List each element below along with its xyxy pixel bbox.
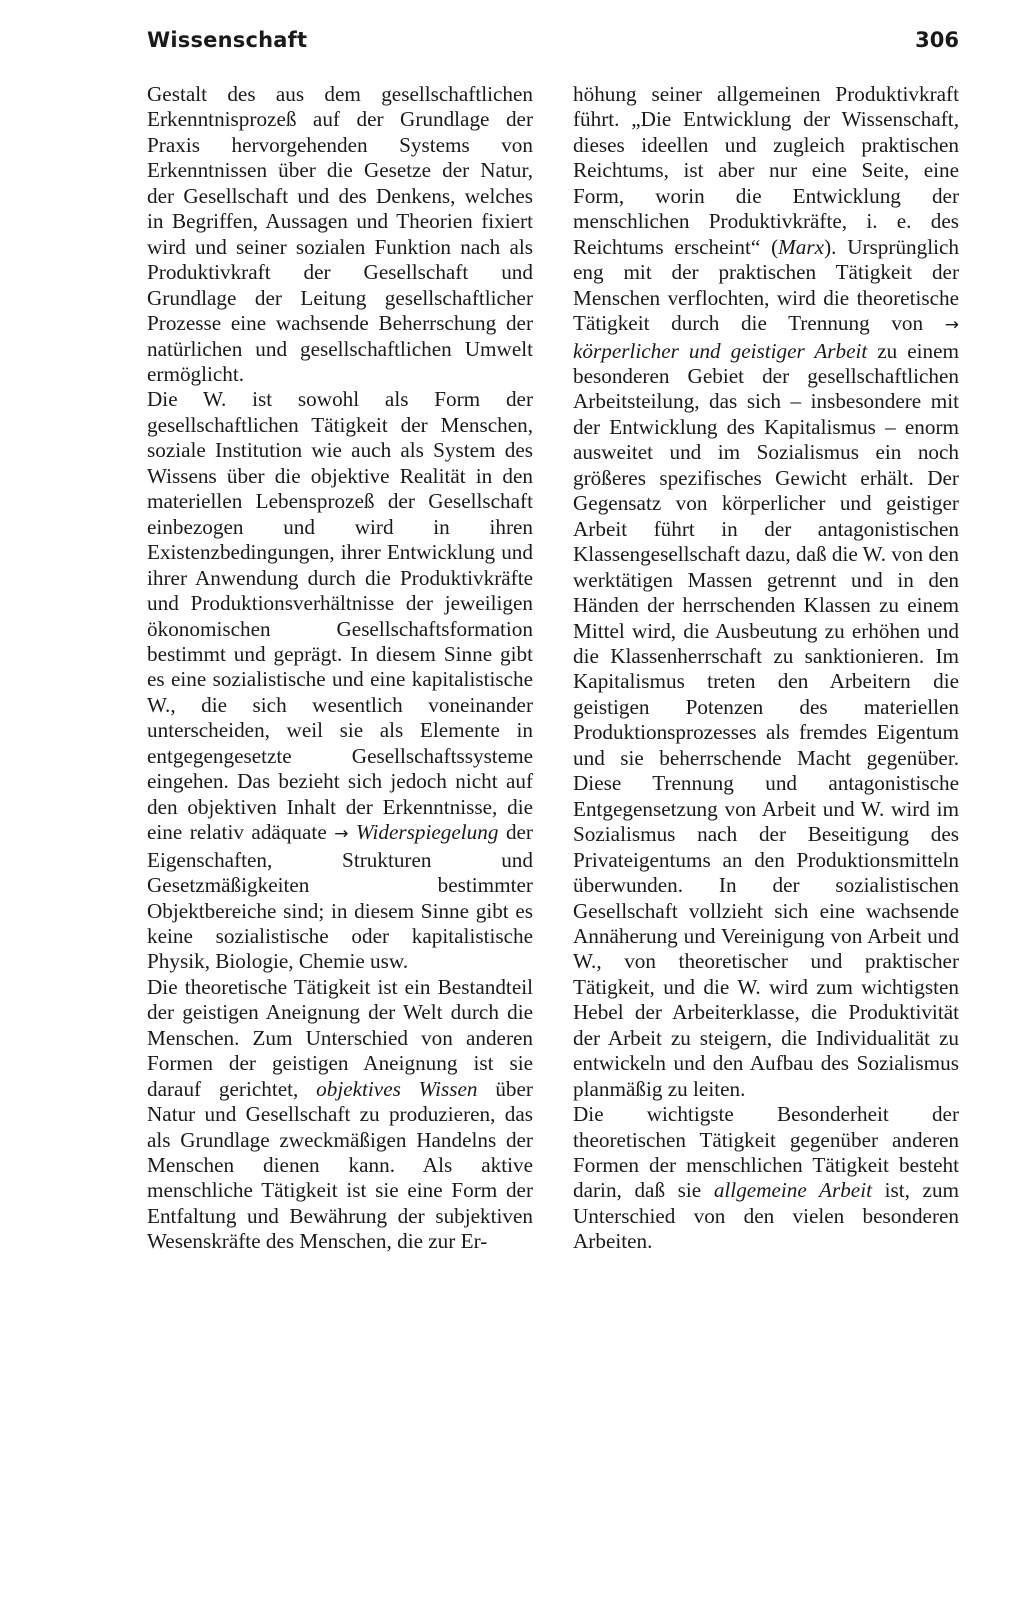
paragraph-text: Die W. ist sowohl als Form der gesellschaftlichen Tätigkeit der Menschen, soziale Institution wie auch als System des Wissens über die objektive Realität in den materiellen Lebensprozeß der Gesellschaft einbezogen und wird in ihren Existenzbedingungen, ihrer Entwicklung und ihrer Anwendung durch die Produktivkräfte und Produktionsverhältnisse der jeweiligen ökonomischen Gesellschaftsformation bestimmt und geprägt. In diesem Sinne gibt es eine sozialistische und eine kapitalistische W., die sich wesentlich voneinander unterscheiden, weil sie als Elemente in entgegengesetzte Gesellschaftssysteme eingehen. Das bezieht sich jedoch nicht auf den objektiven Inhalt der Erkenntnisse, die eine relativ adäquate: [147, 387, 533, 845]
emphasized-term: allgemeine Arbeit: [713, 1178, 872, 1203]
cross-reference-link[interactable]: Widerspiegelung: [356, 820, 499, 845]
cross-reference-arrow-icon: →: [944, 315, 959, 336]
cross-reference-arrow-icon: →: [334, 824, 349, 845]
paragraph-productive-force: [573, 82, 959, 1102]
paragraph-definition: [147, 82, 533, 387]
paragraph-text: Gestalt des aus dem gesellschaftlichen Erkenntnisprozeß auf der Grundlage der Praxis hervorgehenden Systems von Erkenntnissen über die Gesetze der Natur, der Gesellschaft und des Denkens, welches in Begriffen, Aussagen und Theorien fixiert wird und seiner sozialen Funktion nach als Produktivkraft der Gesellschaft und Grundlage der Leitung gesellschaftlicher Prozesse eine wachsende Beherrschung der natürlichen und gesellschaftlichen Umwelt ermöglicht.: [147, 82, 533, 386]
paragraph-text: höhung seiner allgemeinen Produktivkraft führt. „Die Entwicklung der Wissenschaft, dieses ideellen und zugleich praktischen Reichtums, ist aber nur eine Seite, eine Form, worin die Entwicklung der menschlichen Produktivkräfte, i. e. des Reichtums erscheint“ (: [573, 82, 959, 259]
paragraph-general-labor: [573, 1102, 959, 1255]
running-head-keyword: Wissenschaft: [147, 28, 308, 52]
page-header: [147, 28, 959, 68]
paragraph-text: über Natur und Gesellschaft zu produzieren, das als Grundlage zweckmäßigen Handelns der Menschen dienen kann. Als aktive menschliche Tätigkeit ist sie eine Form der Entfaltung und Bewährung der subjektiven Wesenskräfte des Menschen, die zur Er-: [147, 1076, 533, 1254]
page-number: 306: [915, 28, 959, 52]
paragraph-text: zu einem besonderen Gebiet der gesellschaftlichen Arbeitsteilung, das sich – insbesondere mit der Entwicklung des Kapitalismus – enorm ausweitet und im Sozialismus ein noch größeres spezifisches Gewicht erhält. Der Gegensatz von körperlicher und geistiger Arbeit führt in der antagonistischen Klassengesellschaft dazu, daß die W. von den werktätigen Massen getrennt und in den Händen der herrschenden Klassen zu einem Mittel wird, die Ausbeutung zu erhöhen und die Klassenherrschaft zu sanktionieren. Im Kapitalismus treten den Arbeitern die geistigen Potenzen des materiellen Produktionsprozesses als fremdes Eigentum und sie beherrschende Macht gegenüber. Diese Trennung und antagonistische Entgegensetzung von Arbeit und W. wird im Sozialismus nach der Beseitigung des Privateigentums an den Produktionsmitteln überwunden. In der sozialistischen Gesellschaft vollzieht sich eine wachsende Annäherung und Vereinigung von Arbeit und W., von theoretischer und praktischer Tätigkeit, und die W. wird zum wichtigsten Hebel der Arbeiterklasse, die Produktivität der Arbeit zu steigern, die Individualität zu entwickeln und den Aufbau des Sozialismus planmäßig zu leiten.: [573, 338, 959, 1101]
paragraph-text: Die theoretische Tätigkeit ist ein Bestandteil der geistigen Aneignung der Welt durch die Menschen. Zum Unterschied von anderen Formen der geistigen Aneignung ist sie darauf gerichtet,: [147, 974, 533, 1101]
paragraph-text: Die wichtigste Besonderheit der theoretischen Tätigkeit gegenüber anderen Formen der menschlichen Tätigkeit besteht darin, daß sie: [573, 1102, 959, 1203]
paragraph-text: ist, zum Unterschied von den vielen besonderen Arbeiten.: [573, 1178, 960, 1254]
paragraph-text: ). Ursprünglich eng mit der praktischen Tätigkeit der Menschen verflochten, wird die theoretische Tätigkeit durch die Trennung von: [573, 234, 960, 336]
right-column: [573, 82, 959, 1255]
paragraph-text: der Eigenschaften, Strukturen und Gesetzmäßigkeiten bestimmter Objektbereiche sind; in diesem Sinne gibt es keine sozialistische oder kapitalistische Physik, Biologie, Chemie usw.: [147, 820, 533, 974]
paragraph-theoretical-activity: [147, 975, 533, 1255]
emphasized-term: objektives Wissen: [316, 1076, 478, 1101]
author-citation: Marx: [778, 234, 825, 259]
cross-reference-link[interactable]: körperlicher und geistiger Arbeit: [573, 338, 868, 363]
paragraph-social-form: [147, 387, 533, 974]
left-column: [147, 82, 533, 1255]
